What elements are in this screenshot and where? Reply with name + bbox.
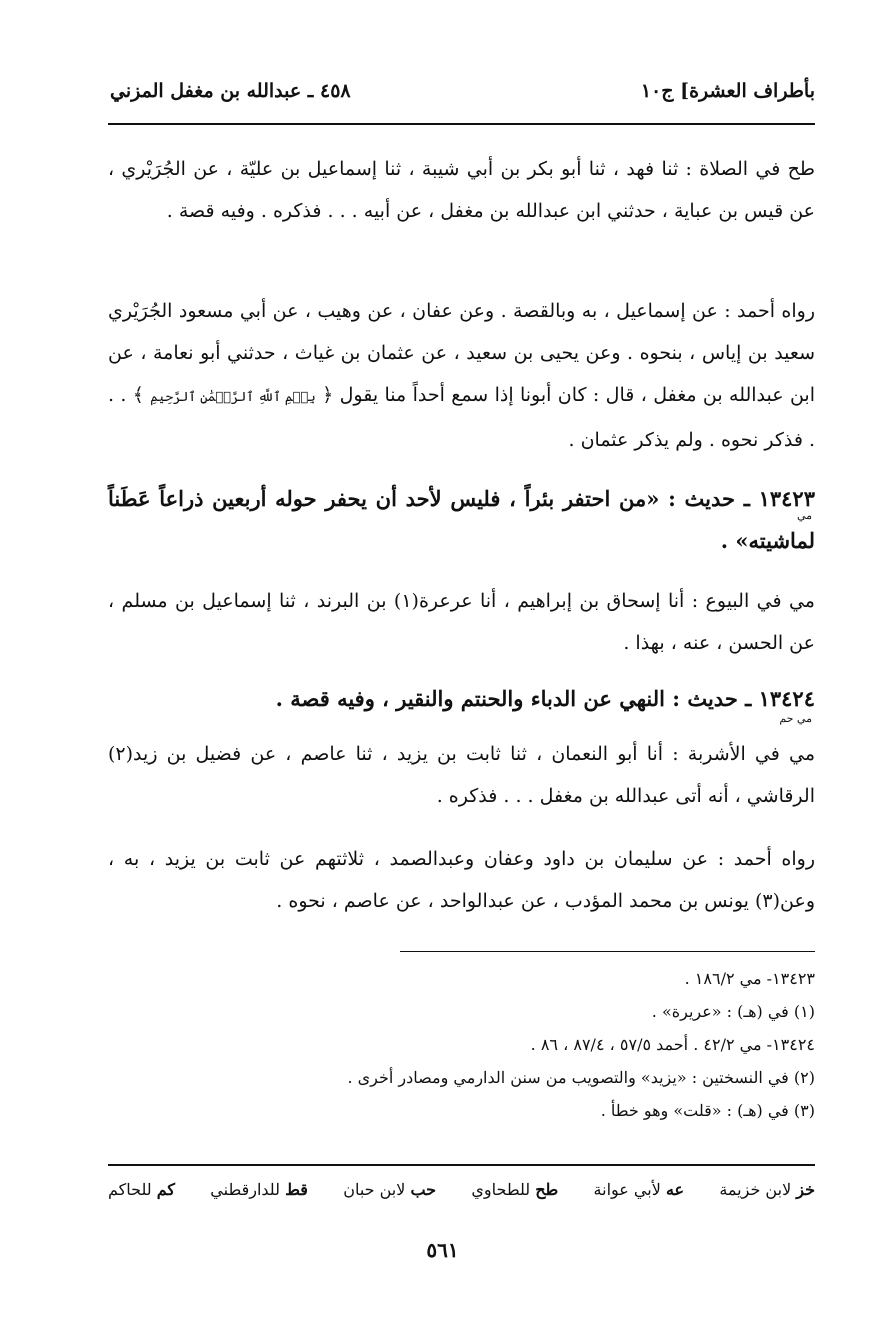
abbreviation-item: عه لأبي عوانة	[593, 1180, 685, 1199]
hadith-13423-heading: ١٣٤٢٣ ـ حديث : «من احتفر بئراً ، فليس لأحد أن يحفر حوله أربعين ذراعاً عَطَناً لماشيته» .	[108, 486, 815, 553]
paragraph-ahmad-2: رواه أحمد : عن سليمان بن داود وعفان وعبدالصمد ، ثلاثتهم عن ثابت بن يزيد ، به ، وعن(٣) يونس بن محمد المؤدب ، عن عبدالواحد ، عن عاصم ، نحوه .	[108, 848, 815, 912]
footnote-5: (٣) في (هـ) : «قلت» وهو خطأ .	[600, 1101, 815, 1120]
abbreviations-rule	[108, 1164, 815, 1166]
paragraph-tahawi: طح في الصلاة : ثنا فهد ، ثنا أبو بكر بن أبي شيبة ، ثنا إسماعيل بن عليّة ، عن الجُرَيْري ، عن قيس بن عباية ، حدثني ابن عبدالله بن مغفل ، عن أبيه . . . فذكره . وفيه قصة .	[108, 158, 815, 222]
page-number: ٥٦١	[426, 1238, 459, 1262]
header-rule	[108, 123, 815, 125]
abbreviation-item: قط للدارقطني	[210, 1180, 308, 1199]
paragraph-ahmad-1	[108, 290, 815, 461]
paragraph-ahmad-1-end: ﴾ . . . فذكر نحوه . ولم يذكر عثمان .	[108, 384, 815, 451]
bismillah-calligraphy: بِسۡمِ ٱللَّهِ ٱلرَّحۡمَٰنِ ٱلرَّحِيمِ	[150, 390, 316, 405]
hadith-13423-source-mark: مي	[796, 509, 812, 522]
running-header-section-title: ٤٥٨ ـ عبدالله بن مغفل المزني	[110, 80, 351, 102]
footnote-1: ١٣٤٢٣- مي ١٨٦/٢ .	[684, 969, 815, 988]
hadith-13424-source-mark: مي حم	[779, 712, 812, 725]
paragraph-darimi-ashriba: مي في الأشربة : أنا أبو النعمان ، ثنا ثابت بن يزيد ، ثنا عاصم ، عن فضيل بن زيد(٢) الرقاشي ، أنه أتى عبدالله بن مغفل . . . فذكره .	[108, 743, 815, 807]
paragraph-darimi-buyu: مي في البيوع : أنا إسحاق بن إبراهيم ، أنا عرعرة(١) بن البرند ، ثنا إسماعيل بن مسلم ، عن الحسن ، عنه ، بهذا .	[108, 590, 815, 654]
hadith-13424-heading: ١٣٤٢٤ ـ حديث : النهي عن الدباء والحنتم والنقير ، وفيه قصة .	[275, 686, 815, 711]
abbreviation-item: كم للحاكم	[108, 1180, 175, 1199]
footnote-2: (١) في (هـ) : «عريرة» .	[651, 1002, 815, 1021]
abbreviations-legend	[108, 1180, 815, 1199]
abbreviation-item: خز لابن خزيمة	[719, 1180, 815, 1199]
footnote-3: ١٣٤٢٤- مي ٤٢/٢ . أحمد ٥٧/٥ ، ٨٧/٤ ، ٨٦ .	[530, 1035, 815, 1054]
footnote-rule	[400, 951, 815, 952]
footnote-4: (٢) في النسختين : «يزيد» والتصويب من سنن الدارمي ومصادر أخرى .	[347, 1068, 815, 1087]
paragraph-ahmad-1-text: رواه أحمد : عن إسماعيل ، به وبالقصة . وعن عفان ، عن وهيب ، عن أبي مسعود الجُرَيْري سعيد بن إياس ، بنحوه . وعن يحيى بن سعيد ، عن عثمان بن غياث ، حدثني أبو نعامة ، عن ابن عبدالله بن مغفل ، قال : كان أبونا إذا سمع أحداً منا يقول ﴿	[108, 300, 815, 406]
abbreviation-item: طح للطحاوي	[471, 1180, 559, 1199]
abbreviation-item: حب لابن حبان	[343, 1180, 437, 1199]
running-header-book-title: بأطراف العشرة] ج١٠	[640, 80, 815, 102]
